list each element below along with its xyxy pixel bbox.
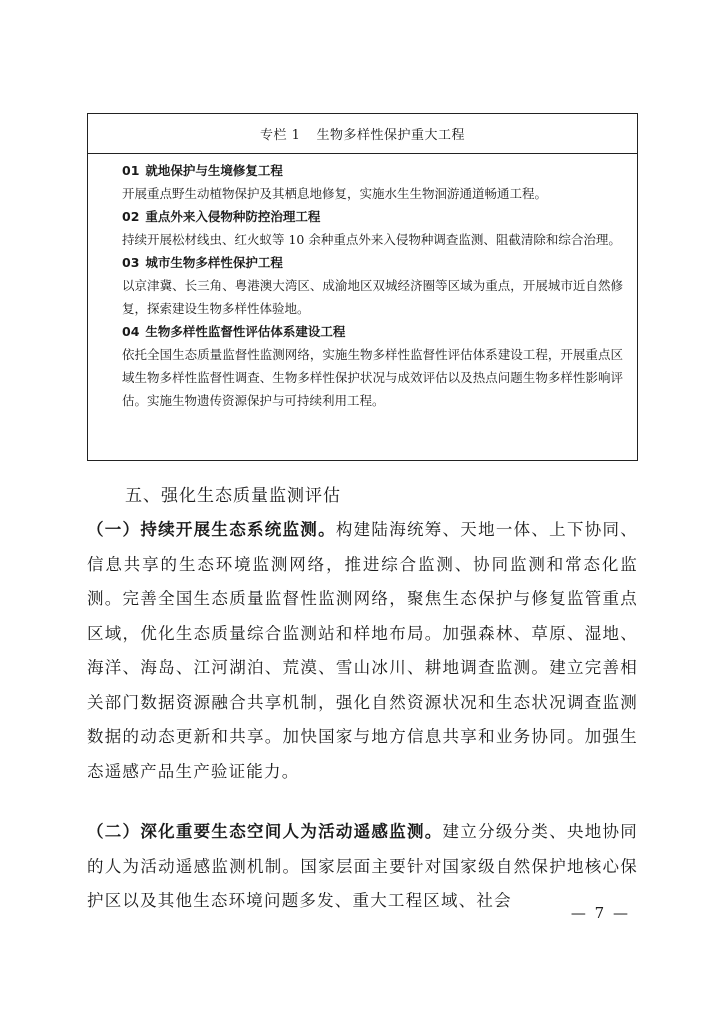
paragraph-text: 建立分级分类、央地协同的人为活动遥感监测机制。国家层面主要针对国家级自然保护地核心保护区以及其他生态环境问题多发、重大工程区域、社会 — [87, 822, 638, 910]
box-title-bar — [88, 114, 637, 154]
item-heading: 02 重点外来入侵物种防控治理工程 — [122, 209, 321, 224]
paragraph-text: 构建陆海统筹、天地一体、上下协同、信息共享的生态环境监测网络，推进综合监测、协同监测和常态化监测。完善全国生态质量监督性监测网络，聚焦生态保护与修复监管重点区域，优化生态质量综合监测站和样地布局。加强森林、草原、湿地、海洋、海岛、江河湖泊、荒漠、雪山冰川、耕地调查监测。建立完善相关部门数据资源融合共享机制，强化自然资源状况和生态状况调查监测数据的动态更新和共享。加快国家与地方信息共享和业务协同。加强生态遥感产品生产验证能力。 — [87, 520, 638, 781]
item-body: 持续开展松材线虫、红火蚁等 10 余种重点外来入侵物种调查监测、阻截清除和综合治理。 — [122, 232, 621, 247]
box-title: 生物多样性保护重大工程 — [316, 128, 465, 143]
box-items — [122, 159, 623, 412]
item-heading: 03 城市生物多样性保护工程 — [122, 255, 283, 270]
paragraph — [87, 513, 638, 789]
item-body: 开展重点野生动植物保护及其栖息地修复，实施水生生物洄游通道畅通工程。 — [122, 186, 548, 201]
box-number: 专栏 1 — [260, 128, 301, 143]
item-body: 依托全国生态质量监督性监测网络，实施生物多样性监督性评估体系建设工程，开展重点区域生物多样性监督性调查、生物多样性保护状况与成效评估以及热点问题生物多样性影响评估。实施生物遗传资源保护与可持续利用工程。 — [122, 347, 623, 408]
page-number: — 7 — — [570, 904, 630, 922]
paragraph-lead: （二）深化重要生态空间人为活动遥感监测。 — [87, 822, 443, 841]
item-heading: 01 就地保护与生境修复工程 — [122, 163, 283, 178]
section-heading: 五、强化生态质量监测评估 — [125, 486, 341, 506]
paragraph-lead: （一）持续开展生态系统监测。 — [87, 520, 336, 539]
item-body: 以京津冀、长三角、粤港澳大湾区、成渝地区双城经济圈等区域为重点，开展城市近自然修复，探索建设生物多样性体验地。 — [122, 278, 623, 316]
special-column-box — [87, 113, 638, 461]
item-heading: 04 生物多样性监督性评估体系建设工程 — [122, 324, 346, 339]
paragraph — [87, 815, 638, 919]
